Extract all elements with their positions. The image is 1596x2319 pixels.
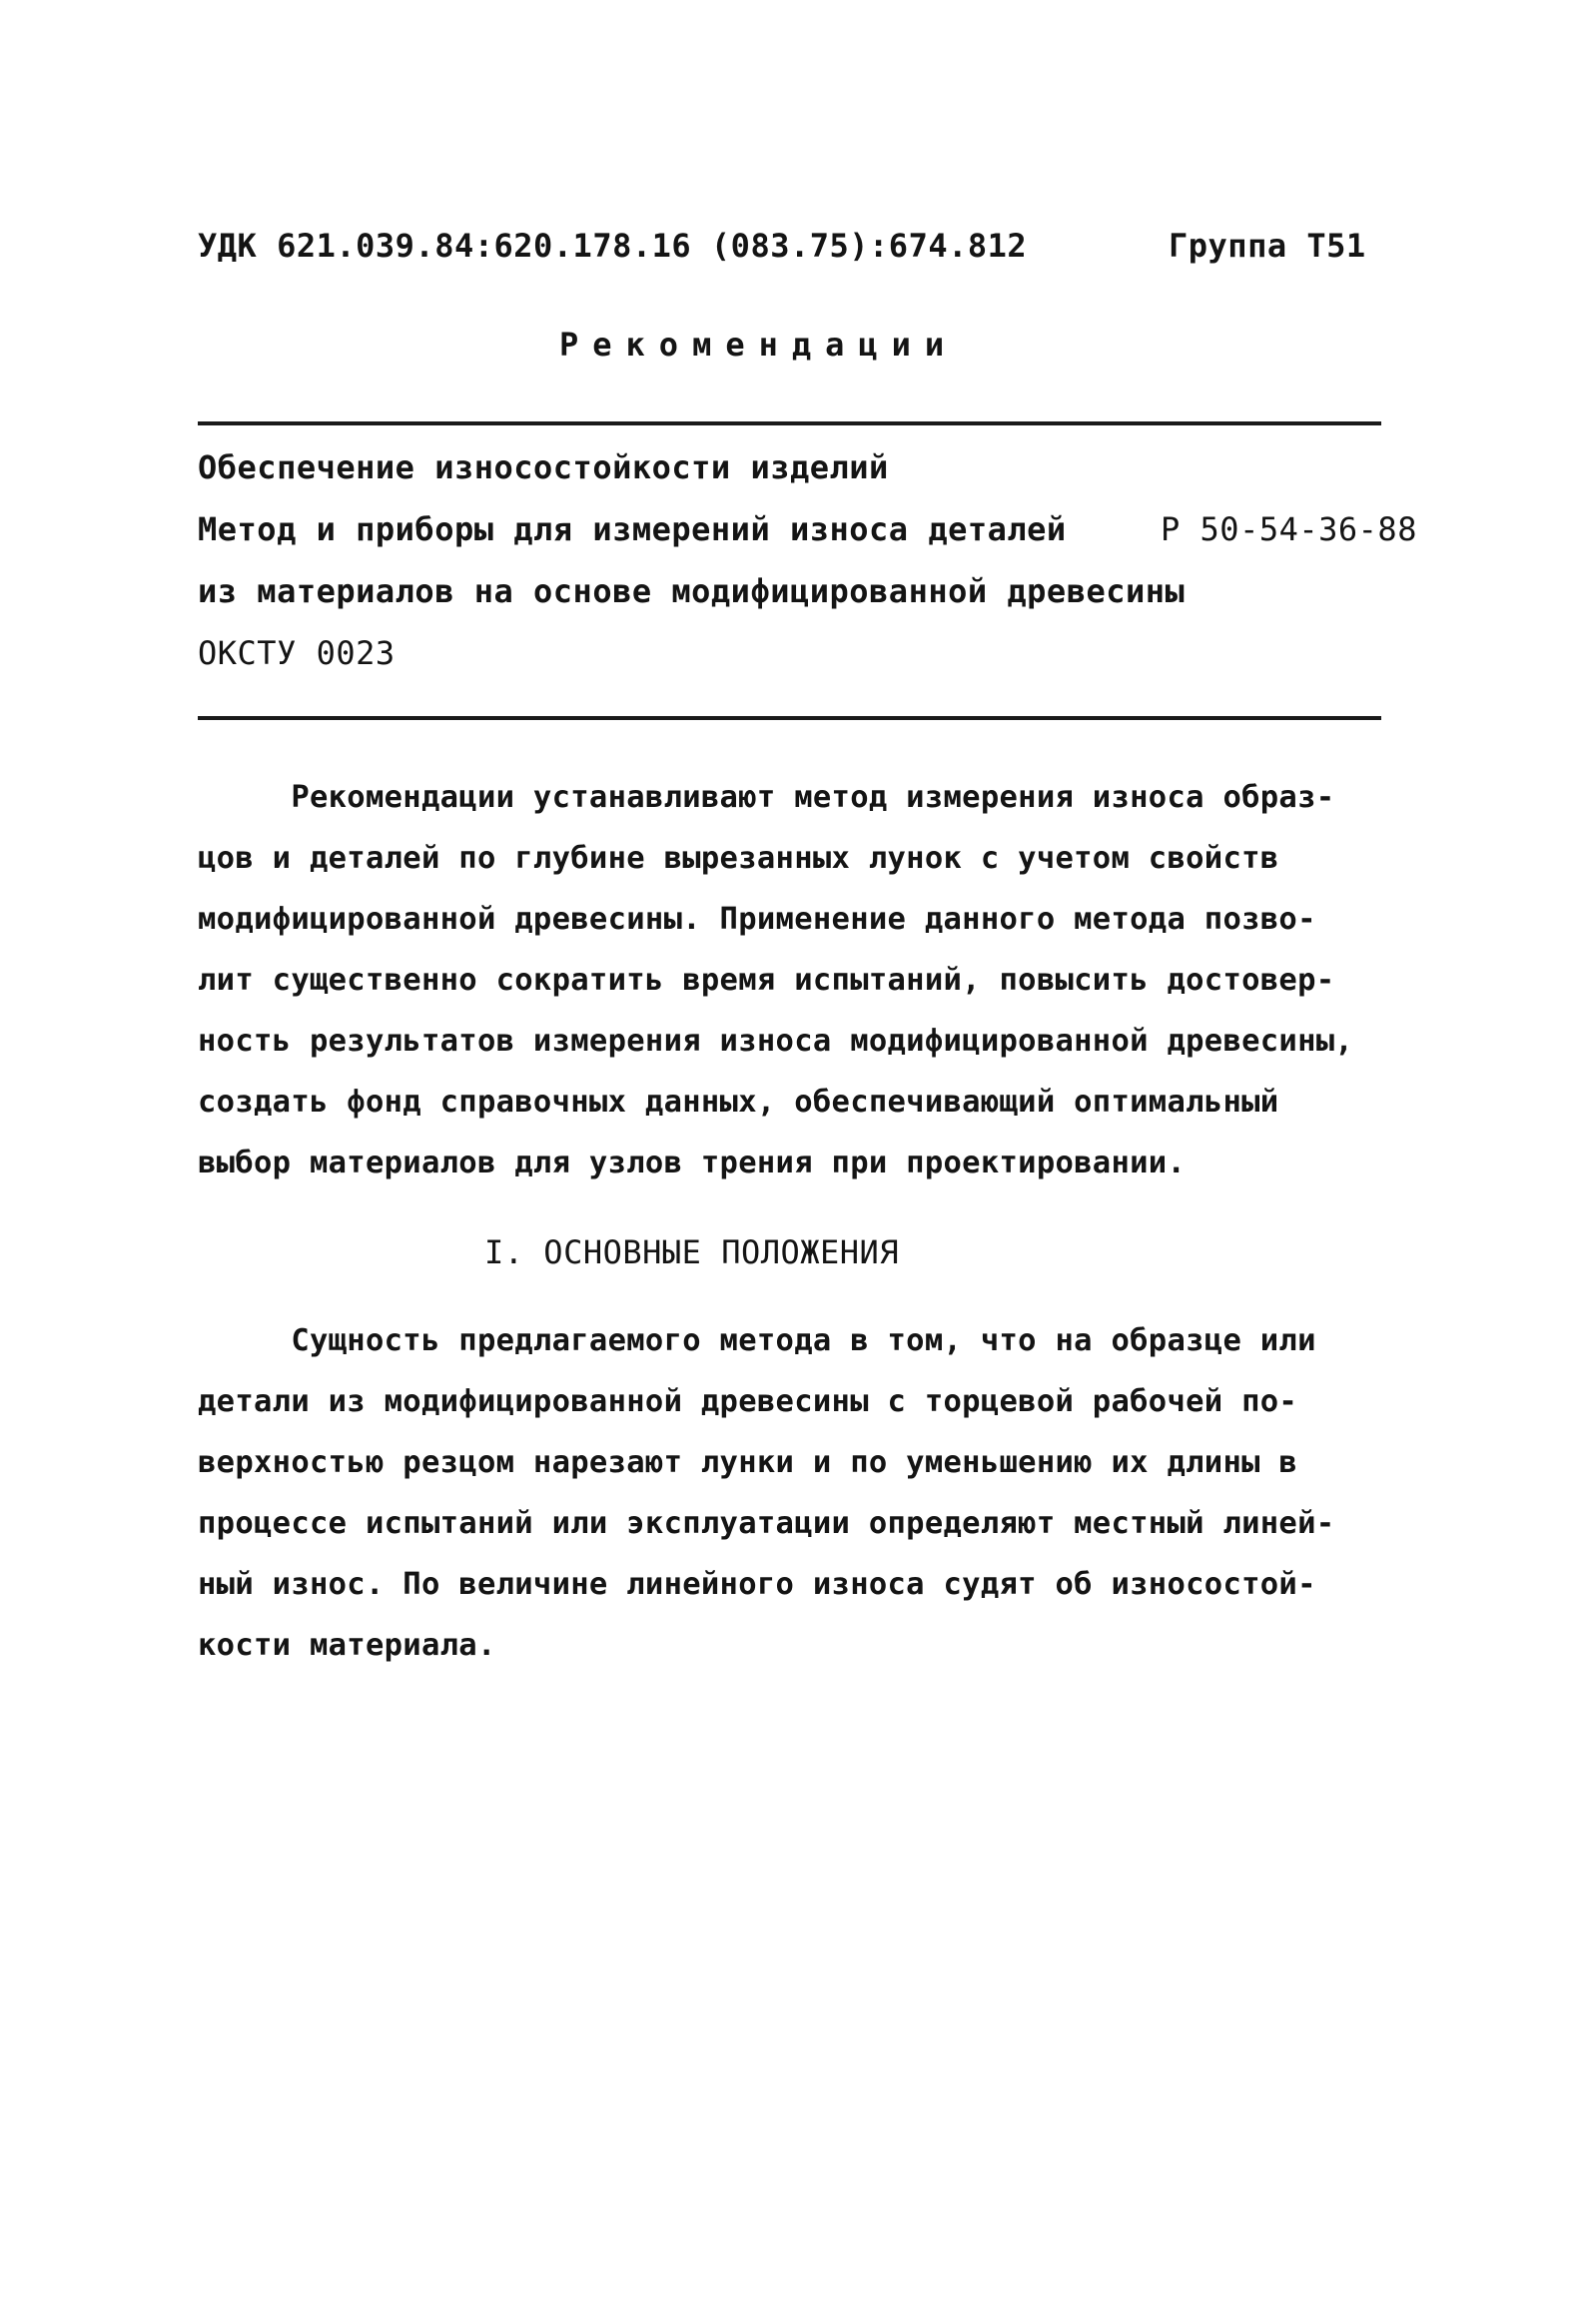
section-heading: I. ОСНОВНЫЕ ПОЛОЖЕНИЯ [484, 1233, 900, 1271]
title-line-3: из материалов на основе модифицированной древесины [198, 572, 1186, 610]
title-line-2: Метод и приборы для измерений износа деталей [198, 510, 1067, 548]
paragraph-line: лит существенно сократить время испытаний, повысить достовер- [198, 963, 1335, 998]
paragraph-line: процессе испытаний или эксплуатации определяют местный линей- [198, 1506, 1335, 1541]
paragraph-line: верхностью резцом нарезают лунки и по уменьшению их длины в [198, 1445, 1298, 1480]
section-paragraph [198, 1310, 1396, 1676]
title-line-1: Обеспечение износостойкости изделий [198, 448, 889, 486]
group-code: Группа Т51 [1169, 227, 1366, 265]
paragraph-line: создать фонд справочных данных, обеспечивающий оптимальный [198, 1085, 1279, 1120]
paragraph-line: кости материала. [198, 1628, 496, 1663]
document-kind: Рекомендации [559, 326, 959, 364]
paragraph-line: ность результатов измерения износа модифицированной древесины, [198, 1024, 1354, 1059]
paragraph-line: Рекомендации устанавливают метод измерения износа образ- [198, 780, 1335, 815]
paragraph-line: Сущность предлагаемого метода в том, что на образце или [198, 1323, 1316, 1358]
intro-paragraph [198, 767, 1396, 1193]
okstu-code: ОКСТУ 0023 [198, 634, 396, 672]
top-divider [198, 421, 1381, 425]
paragraph-line: цов и деталей по глубине вырезанных лунок с учетом свойств [198, 841, 1279, 876]
paragraph-line: ный износ. По величине линейного износа судят об износостой- [198, 1567, 1316, 1602]
paragraph-line: выбор материалов для узлов трения при проектировании. [198, 1146, 1187, 1180]
paragraph-line: модифицированной древесины. Применение данного метода позво- [198, 902, 1316, 937]
document-code: Р 50-54-36-88 [1161, 510, 1417, 548]
udk-code: УДК 621.039.84:620.178.16 (083.75):674.812 [198, 227, 1028, 265]
paragraph-line: детали из модифицированной древесины с торцевой рабочей по- [198, 1384, 1298, 1419]
bottom-divider [198, 716, 1381, 720]
